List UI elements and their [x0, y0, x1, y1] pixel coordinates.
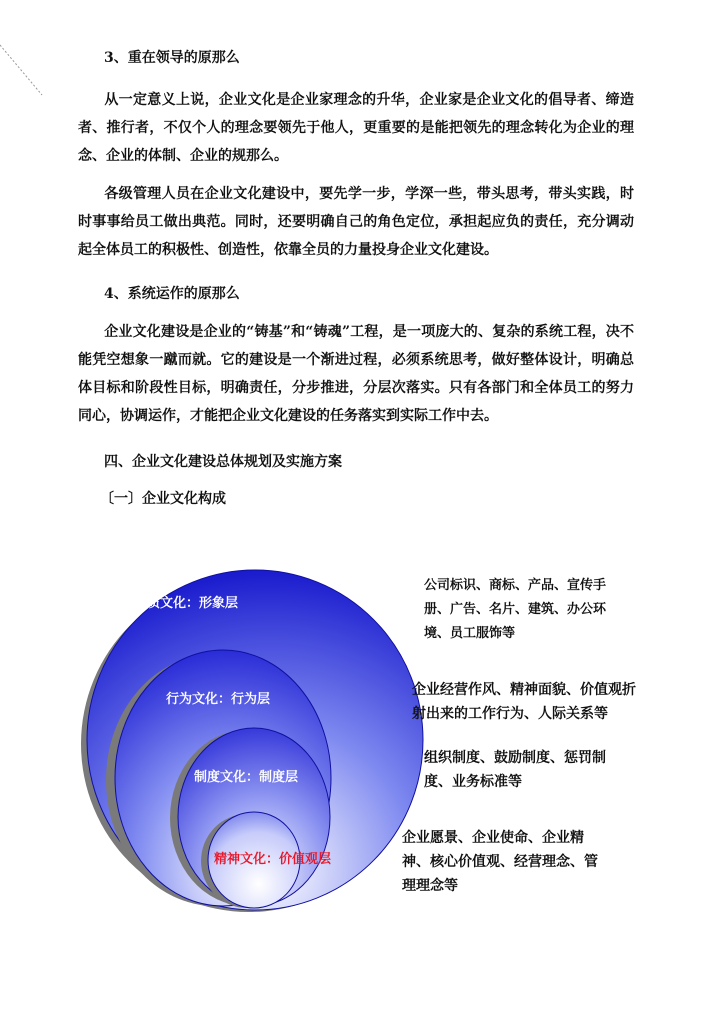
material-culture-description: 公司标识、商标、产品、宣传手册、广告、名片、建筑、办公环境、员工服饰等 — [424, 578, 607, 641]
section-4-paragraph — [78, 318, 634, 430]
section-3-paragraph-2 — [78, 180, 634, 264]
section-3-paragraph-2-text: 各级管理人员在企业文化建设中，要先学一步，学深一些，带头思考，带头实践，时时事事给员工做出典范。同时，还要明确自己的角色定位，承担起应负的责任，充分调动起全体员工的积极性、创造性，依靠全员的力量投身企业文化建设。 — [78, 186, 634, 258]
corner-crop-mark — [0, 0, 50, 100]
behavior-culture-description: 企业经营作风、精神面貌、价值观折射出来的工作行为、人际关系等 — [412, 682, 636, 722]
material-culture-label: 物质文化：形象层 — [134, 596, 239, 611]
behavior-culture-label: 行为文化：行为层 — [166, 692, 271, 707]
spirit-culture-label: 精神文化：价值观层 — [214, 852, 332, 867]
section-4-heading: 4、系统运作的原那么 — [104, 286, 240, 302]
chapter-4-heading: 四、企业文化建设总体规划及实施方案 — [104, 454, 342, 470]
spirit-culture-description: 企业愿景、企业使命、企业精神、核心价值观、经营理念、管理理念等 — [402, 830, 598, 894]
institution-culture-description: 组织制度、鼓励制度、惩罚制度、业务标准等 — [424, 750, 606, 790]
section-3-heading: 3、重在领导的原那么 — [104, 50, 240, 66]
culture-layers-diagram — [40, 530, 680, 930]
culture-composition-subheading: 〔一〕企业文化构成 — [100, 491, 226, 507]
institution-culture-label: 制度文化：制度层 — [194, 770, 299, 785]
section-3-paragraph-1 — [78, 86, 634, 170]
section-4-paragraph-text: 企业文化建设是企业的“铸基”和“铸魂”工程，是一项庞大的、复杂的系统工程，决不能凭空想象一蹴而就。它的建设是一个渐进过程，必须系统思考，做好整体设计，明确总体目标和阶段性目标，明确责任，分步推进，分层次落实。只有各部门和全体员工的努力同心，协调运作，才能把企业文化建设的任务落实到实际工作中去。 — [78, 324, 634, 424]
section-3-paragraph-1-text: 从一定意义上说，企业文化是企业家理念的升华，企业家是企业文化的倡导者、缔造者、推行者，不仅个人的理念要领先于他人，更重要的是能把领先的理念转化为企业的理念、企业的体制、企业的规那么。 — [78, 92, 634, 164]
